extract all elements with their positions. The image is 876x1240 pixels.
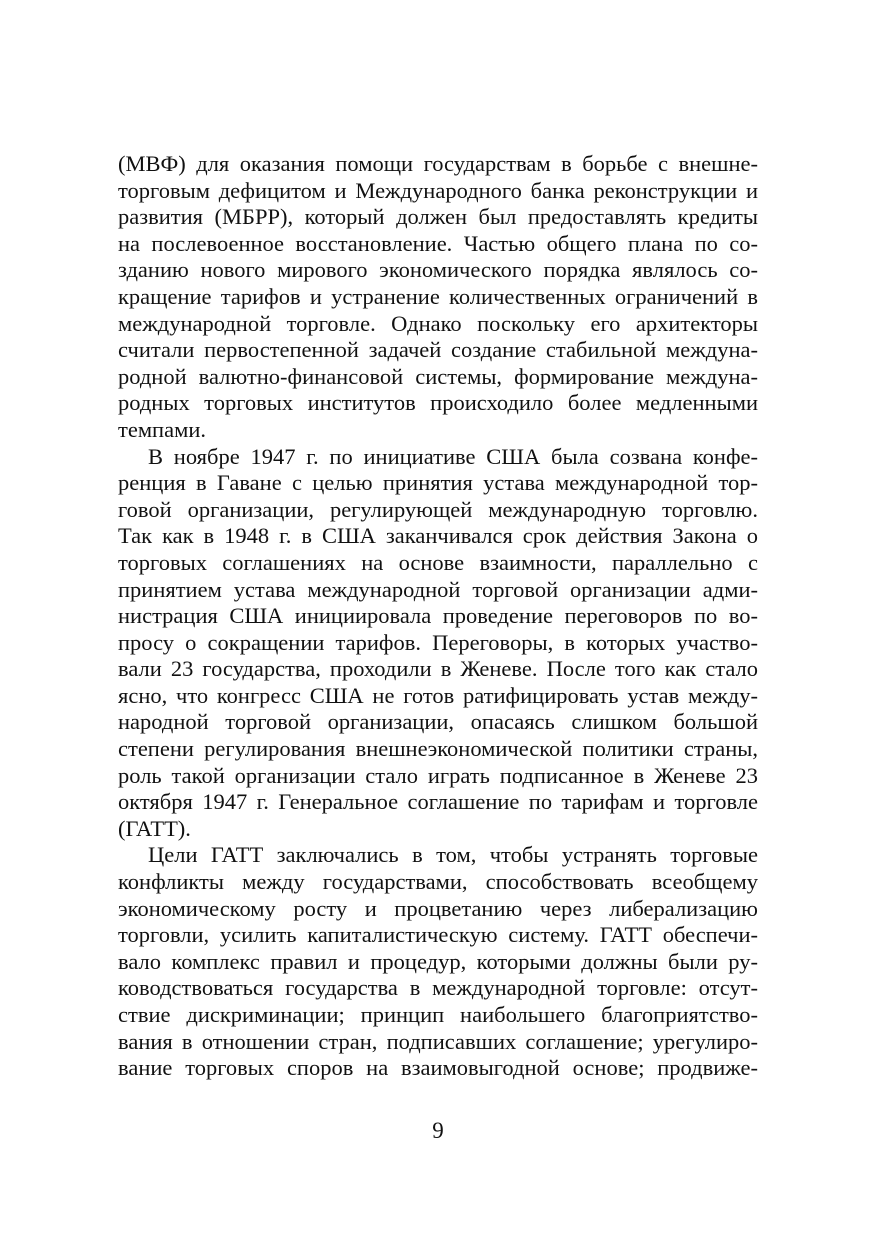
text-line: вание торговых споров на взаимовыгодной основе; продвиже-	[118, 1055, 758, 1081]
text-line: торговли, усилить капиталистическую систему. ГАТТ обеспечи-	[118, 922, 758, 948]
text-line: на послевоенное восстановление. Частью общего плана по со-	[118, 230, 758, 256]
paragraph-3	[118, 842, 758, 1081]
text-line: ководствоваться государства в международной торговле: отсут-	[118, 975, 758, 1001]
text-line: ствие дискриминации; принцип наибольшего благоприятство-	[118, 1002, 758, 1027]
text-line: народной торговой организации, опасаясь слишком большой	[118, 709, 758, 735]
text-line: международной торговле. Однако поскольку его архитекторы	[118, 310, 758, 336]
text-line: ясно, что конгресс США не готов ратифицировать устав между-	[118, 682, 758, 708]
text-line: Так как в 1948 г. в США заканчивался срок действия Закона о	[118, 523, 758, 549]
text-line: (ГАТТ).	[118, 815, 191, 841]
text-line: торговых соглашениях на основе взаимности, параллельно с	[118, 549, 758, 575]
text-line: зданию нового мирового экономического порядка являлось со-	[118, 257, 758, 283]
text-line: конфликты между государствами, способствовать всеобщему	[118, 869, 758, 895]
paragraph-2	[118, 444, 758, 843]
text-line: принятием устава международной торговой организации адми-	[118, 576, 758, 602]
text-line: ренция в Гаване с целью принятия устава международной тор-	[118, 470, 758, 496]
text-line: говой организации, регулирующей международную торговлю.	[118, 496, 758, 522]
text-line: кращение тарифов и устранение количественных ограничений в	[118, 283, 758, 309]
page-body	[118, 151, 758, 1082]
text-line: вали 23 государства, проходили в Женеве. После того как стало	[118, 656, 758, 682]
text-line: просу о сокращении тарифов. Переговоры, в которых участво-	[118, 629, 758, 655]
text-line: развития (МБРР), который должен был предоставлять кредиты	[118, 204, 758, 230]
text-line: Цели ГАТТ заключались в том, чтобы устранять торговые	[148, 842, 758, 868]
text-line: экономическому росту и процветанию через либерализацию	[118, 895, 758, 921]
text-line: родной валютно-финансовой системы, формирование междуна-	[118, 363, 758, 389]
text-line: нистрация США инициировала проведение переговоров по во-	[118, 603, 758, 629]
text-line: считали первостепенной задачей создание стабильной междуна-	[118, 337, 758, 363]
page-number: 9	[432, 1118, 444, 1143]
text-line: роль такой организации стало играть подписанное в Женеве 23	[118, 762, 758, 788]
paragraph-1	[118, 151, 758, 444]
text-line: октября 1947 г. Генеральное соглашение по тарифам и торговле	[118, 789, 758, 815]
text-line: родных торговых институтов происходило более медленными	[118, 390, 758, 416]
text-line: вания в отношении стран, подписавших соглашение; урегулиро-	[118, 1028, 758, 1054]
text-line: степени регулирования внешнеэкономической политики страны,	[118, 736, 758, 762]
text-line: вало комплекс правил и процедур, которыми должны были ру-	[118, 948, 758, 974]
text-line: В ноябре 1947 г. по инициативе США была созвана конфе-	[148, 443, 758, 469]
text-line: (МВФ) для оказания помощи государствам в борьбе с внешне-	[118, 151, 758, 176]
text-line: темпами.	[118, 416, 206, 442]
text-line: торговым дефицитом и Международного банка реконструкции и	[118, 177, 758, 203]
